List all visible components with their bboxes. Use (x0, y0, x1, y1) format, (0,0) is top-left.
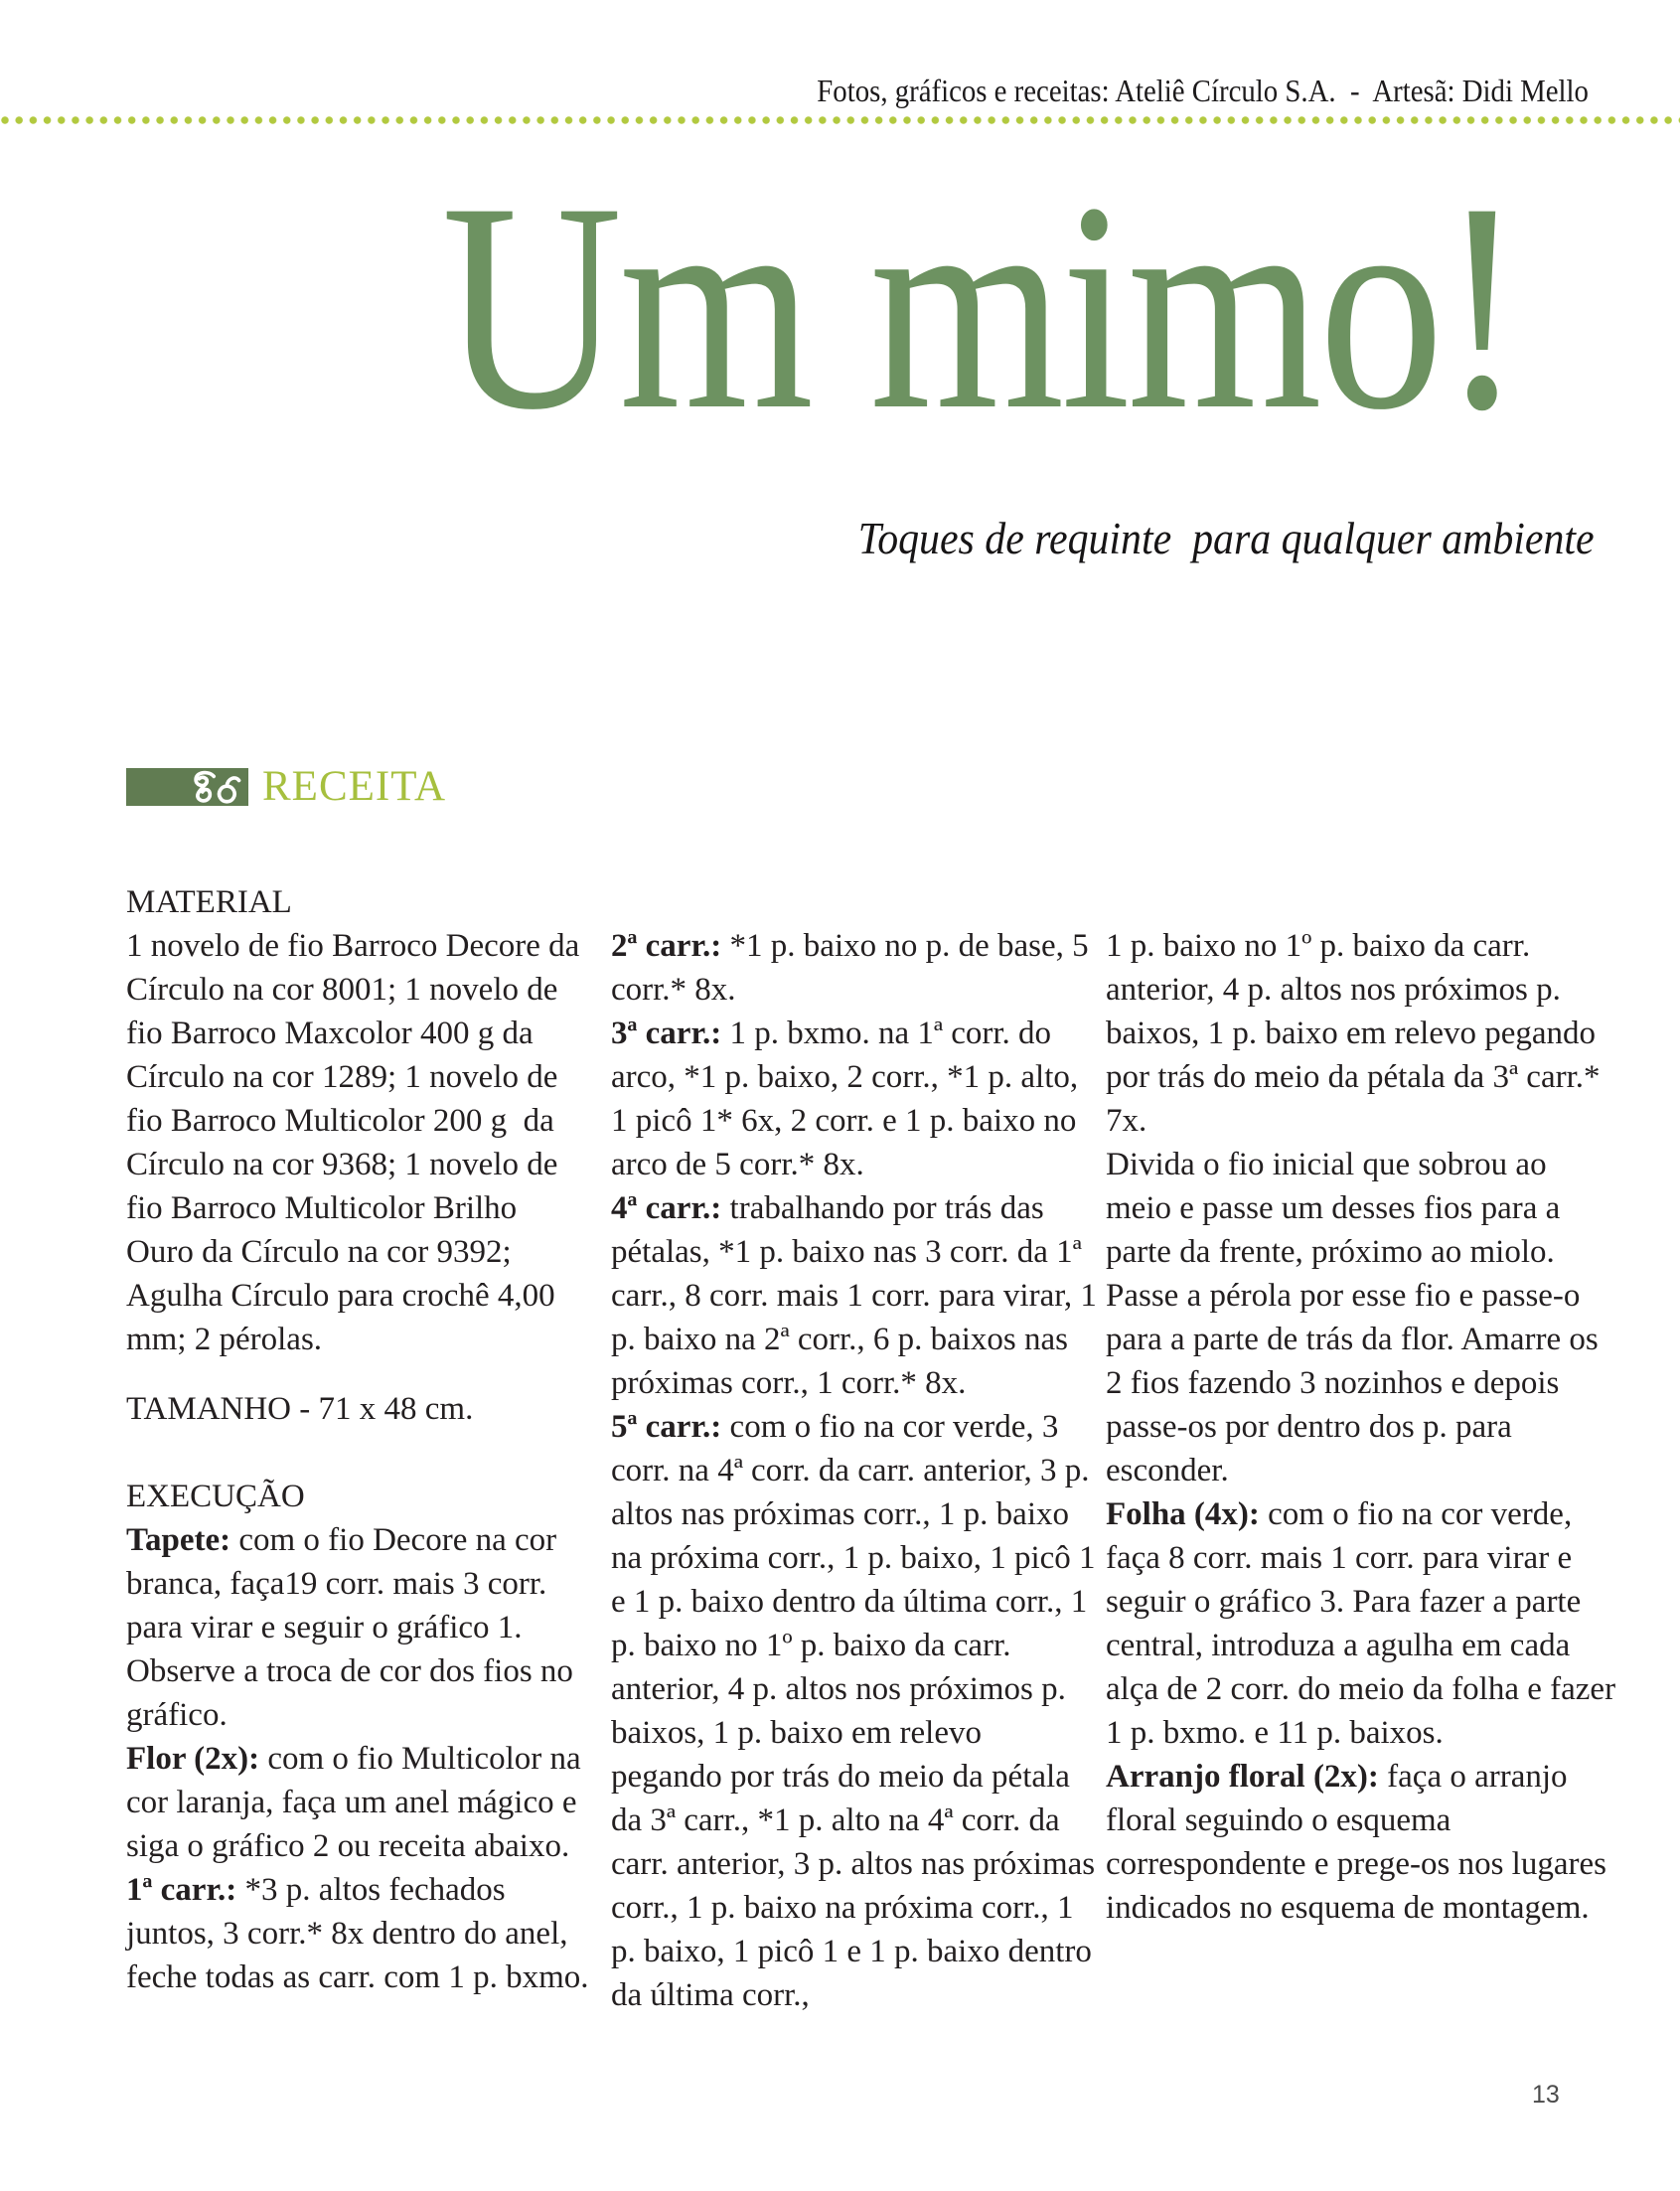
spacer (126, 1431, 591, 1475)
column-3 (1106, 880, 1624, 2017)
tamanho-heading: TAMANHO - 71 x 48 cm. (126, 1391, 474, 1427)
column-2 (611, 880, 1106, 2017)
section-bar (126, 768, 248, 806)
recipe-section-header (126, 765, 446, 808)
carr-3-step: 3ª carr.: 1 p. bxmo. na 1ª corr. do arco, *1 p. baixo, 2 corr., *1 p. alto, 1 picô 1* 6x, 2 corr. e 1 p. baixo no arco de 5 corr.* 8x. (611, 1016, 1087, 1182)
spacer (126, 1361, 591, 1387)
material-text: 1 novelo de fio Barroco Decore da Círculo na cor 8001; 1 novelo de fio Barroco Maxcolor 400 g da Círculo na cor 1289; 1 novelo de fio Barroco Multicolor 200 g da Círculo na cor 9368; 1 novelo de fio Barroco Multicolor Brilho Ouro da Círculo na cor 9392; Agulha Círculo para crochê 4,00 mm; 2 pérolas. (126, 928, 588, 1357)
carr-4-step: 4ª carr.: trabalhando por trás das pétalas, *1 p. baixo nas 3 corr. da 1ª carr., 8 corr. mais 1 corr. para virar, 1 p. baixo na 2ª corr., 6 p. baixos nas próximas corr., 1 corr.* 8x. (611, 1190, 1106, 1401)
run-in-heading: 5ª carr.: (611, 1409, 722, 1445)
run-in-heading: Folha (4x): (1106, 1496, 1260, 1532)
column-1 (126, 880, 611, 2017)
flor-step: Flor (2x): com o fio Multicolor na cor laranja, faça um anel mágico e siga o gráfico 2 ou receita abaixo. (126, 1741, 589, 1864)
page-title: Um mimo! (441, 141, 1521, 471)
recipe-columns (126, 880, 1624, 2017)
run-in-heading: 2ª carr.: (611, 928, 722, 964)
dotted-divider (0, 115, 1680, 125)
tapete-step: Tapete: com o fio Decore na cor branca, faça19 corr. mais 3 corr. para virar e seguir o gráfico 1. Observe a troca de cor dos fios no gráfico. (126, 1522, 582, 1733)
miolo-instructions: Divida o fio inicial que sobrou ao meio e passe um desses fios para a parte da frente, próximo ao miolo. Passe a pérola por esse fio e passe-o para a parte de trás da flor. Amarre os 2 fios fazendo 3 nozinhos e depois passe-os por dentro dos p. para esconder. (1106, 1147, 1606, 1488)
execucao-heading: EXECUÇÃO (126, 1479, 305, 1514)
run-in-heading: Tapete: (126, 1522, 231, 1558)
carr-5-step: 5ª carr.: com o fio na cor verde, 3 corr. na 4ª corr. da carr. anterior, 3 p. altos nas próximas corr., 1 p. baixo na próxima corr., 1 p. baixo, 1 picô 1 e 1 p. baixo dentro da última corr., 1 p. baixo no 1º p. baixo da carr. anterior, 4 p. altos nos próximos p. baixos, 1 p. baixo em relevo pegando por trás do meio da pétala da 3ª carr., *1 p. alto na 4ª corr. da carr. anterior, 3 p. altos nas próximas corr., 1 p. baixo na próxima corr., 1 p. baixo, 1 picô 1 e 1 p. baixo dentro da última corr., (611, 1409, 1104, 2013)
run-in-heading: 4ª carr.: (611, 1190, 722, 1226)
carr-2-step: 2ª carr.: *1 p. baixo no p. de base, 5 corr.* 8x. (611, 928, 1097, 1008)
folha-step: Folha (4x): com o fio na cor verde, faça 8 corr. mais 1 corr. para virar e seguir o gráfico 3. Para fazer a parte central, introduza a agulha em cada alça de 2 corr. do meio da folha e fazer 1 p. bxmo. e 11 p. baixos. (1106, 1496, 1624, 1751)
page-subtitle: Toques de requinte para qualquer ambiente (858, 514, 1595, 563)
credit-line: Fotos, gráficos e receitas: Ateliê Círculo S.A. - Artesã: Didi Mello (817, 73, 1589, 108)
run-in-heading: 3ª carr.: (611, 1016, 722, 1051)
carr-5-continuation: 1 p. baixo no 1º p. baixo da carr. anterior, 4 p. altos nos próximos p. baixos, 1 p. baixo em relevo pegando por trás do meio da pétala da 3ª carr.* 7x. (1106, 928, 1608, 1139)
run-in-heading: Arranjo floral (2x): (1106, 1759, 1379, 1795)
run-in-heading: 1ª carr.: (126, 1872, 237, 1908)
arranjo-step: Arranjo floral (2x): faça o arranjo floral seguindo o esquema correspondente e prege-os nos lugares indicados no esquema de montagem. (1106, 1759, 1615, 1926)
run-in-heading: Flor (2x): (126, 1741, 260, 1777)
carr-1-step: 1ª carr.: *3 p. altos fechados juntos, 3 corr.* 8x dentro do anel, feche todas as carr. com 1 p. bxmo. (126, 1872, 589, 1995)
swirl-ornament-icon (184, 769, 245, 805)
material-heading: MATERIAL (126, 884, 292, 920)
section-label: RECEITA (262, 763, 447, 810)
page-number: 13 (1532, 2081, 1560, 2109)
